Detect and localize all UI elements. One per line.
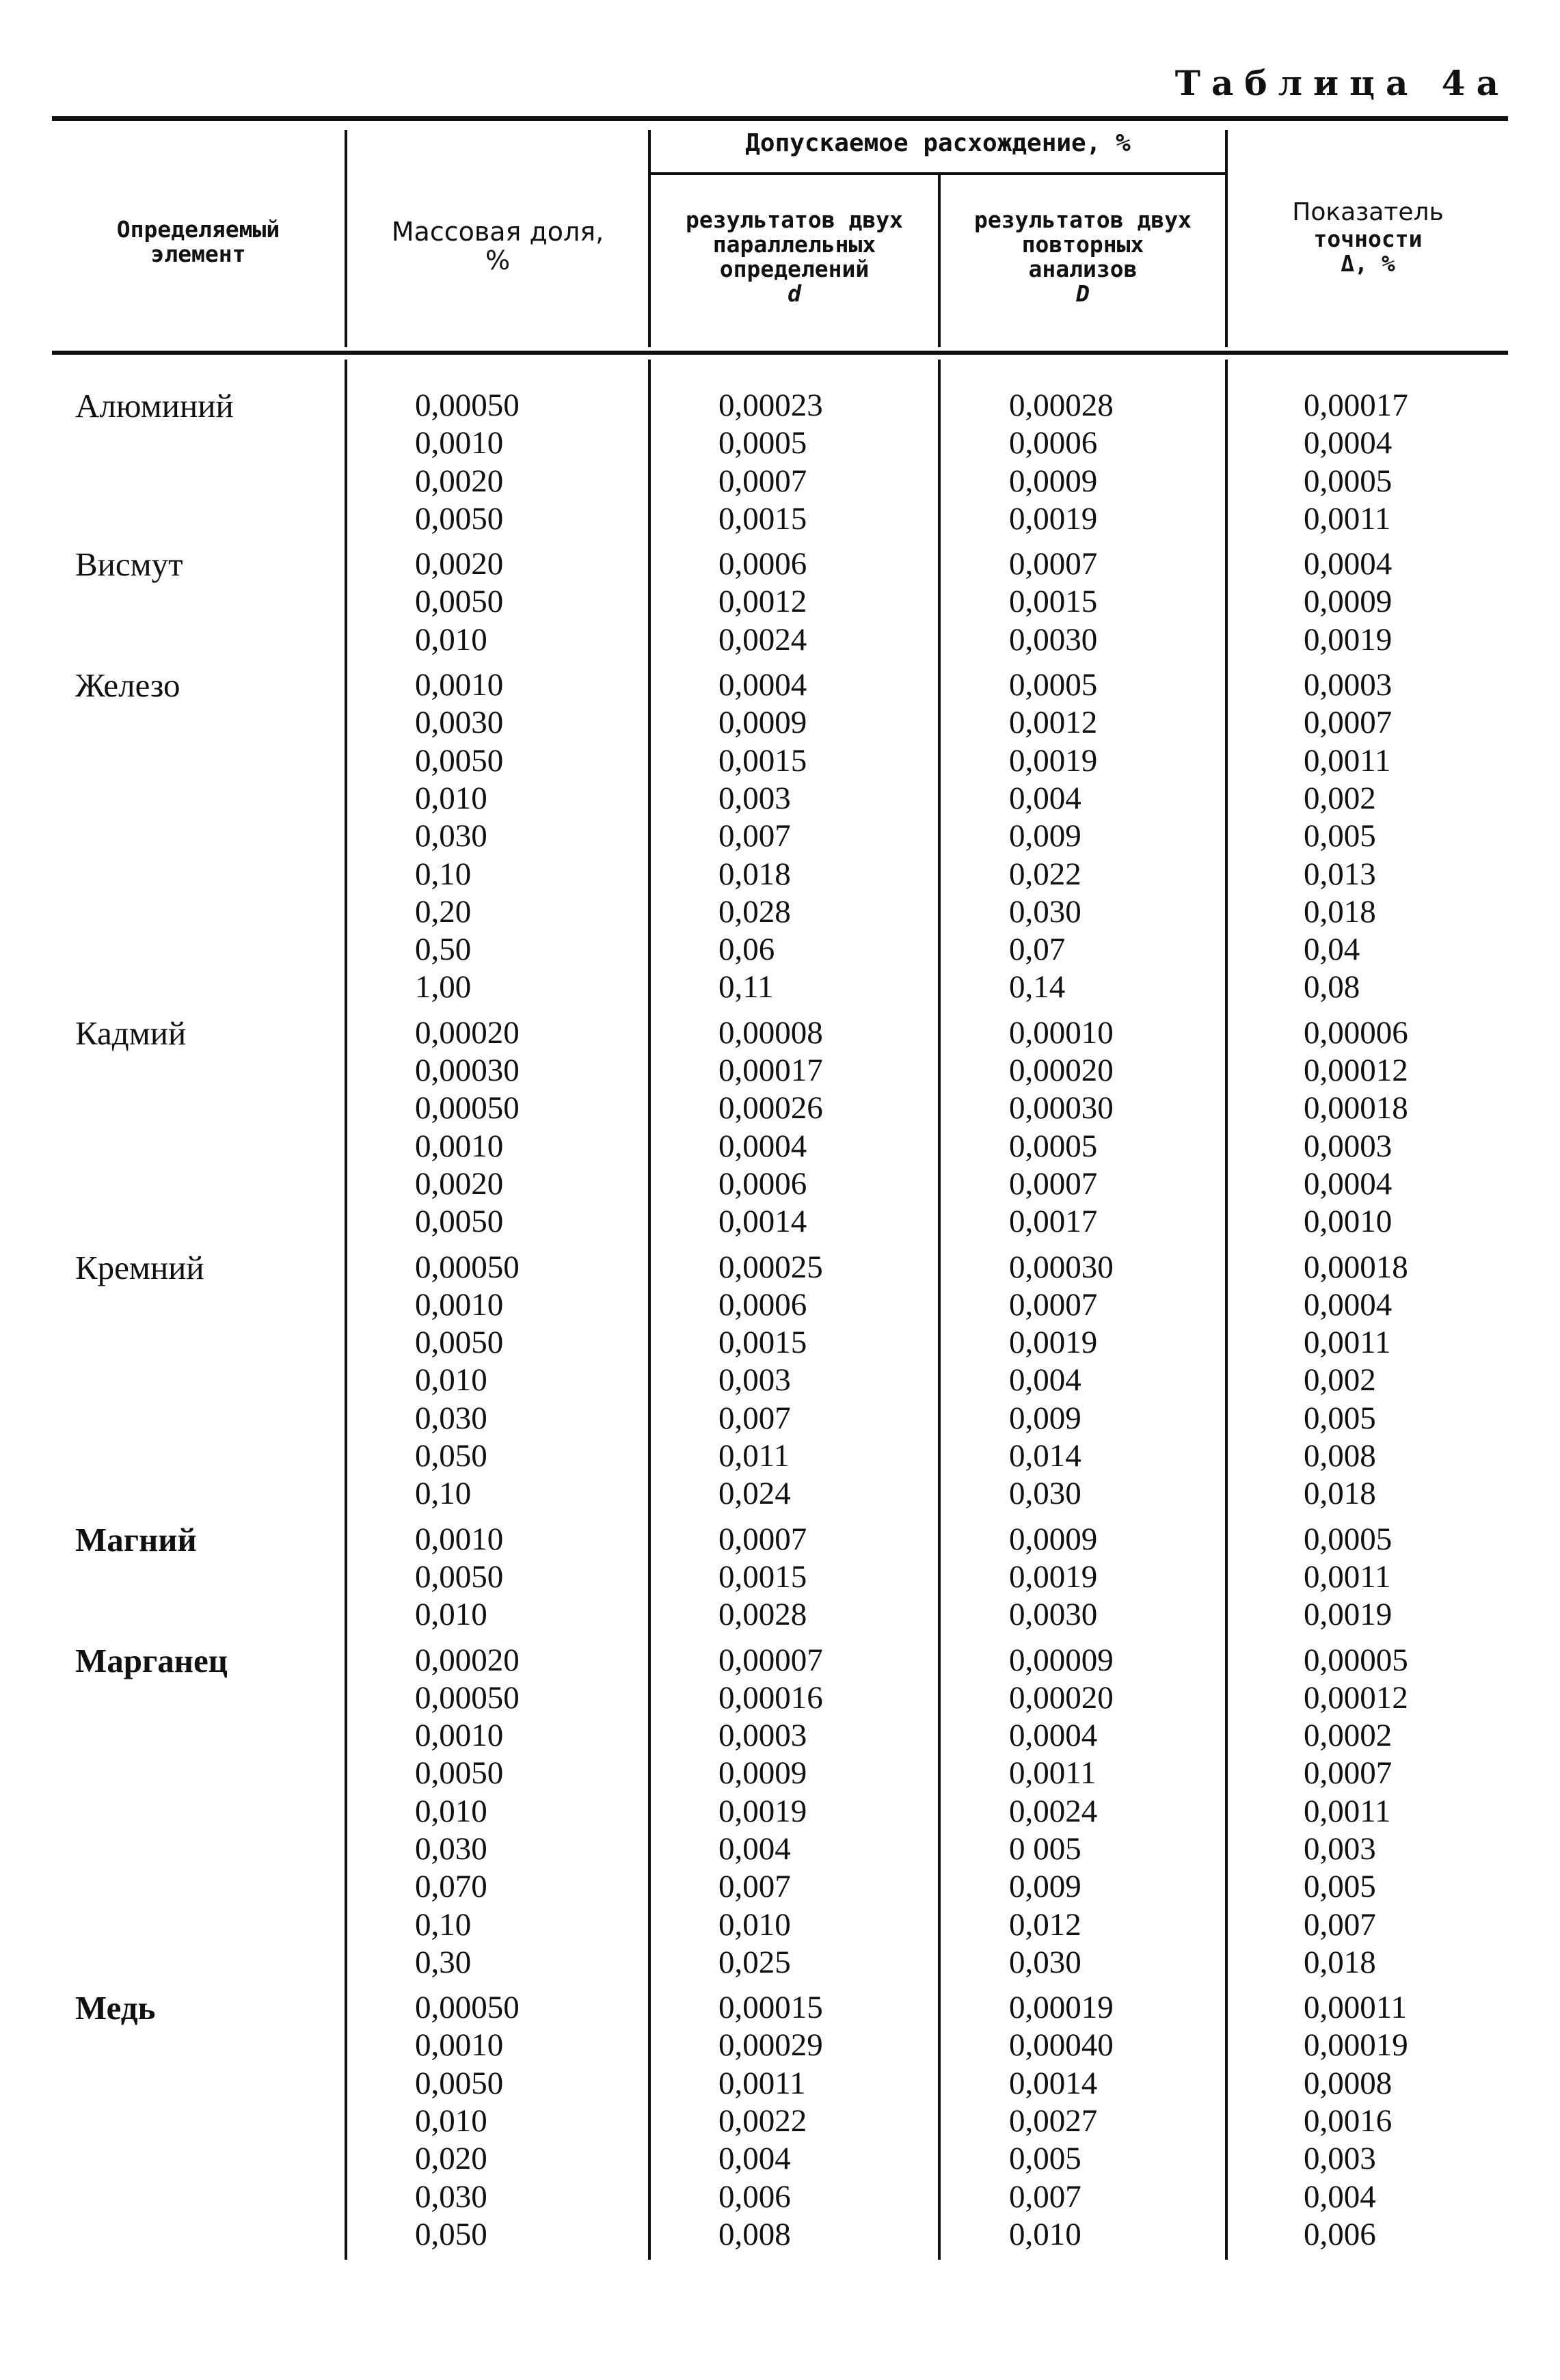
table-row — [0, 1642, 1560, 1679]
table-row — [0, 780, 1560, 817]
accuracy-cell: 0,0019 — [1304, 1597, 1393, 1633]
header-accuracy: Показатель точности Δ, % — [1292, 198, 1444, 277]
mass-fraction-cell: 0,10 — [415, 856, 472, 892]
repeat-discrepancy-cell: 0,022 — [1009, 856, 1081, 892]
element-name: Кремний — [75, 1248, 204, 1286]
mass-fraction-cell: 0,010 — [415, 2103, 487, 2139]
repeat-discrepancy-cell: 0,004 — [1009, 780, 1081, 816]
accuracy-cell: 0,005 — [1304, 818, 1376, 854]
repeat-discrepancy-cell: 0,0012 — [1009, 705, 1098, 741]
mass-fraction-cell: 0,030 — [415, 2178, 487, 2215]
table-row — [0, 2178, 1560, 2216]
table-row — [0, 545, 1560, 583]
accuracy-cell: 0,08 — [1304, 969, 1360, 1005]
parallel-discrepancy-cell: 0,0014 — [718, 1204, 807, 1240]
parallel-discrepancy-cell: 0,00025 — [718, 1249, 823, 1285]
mass-fraction-cell: 0,00030 — [415, 1053, 520, 1089]
table-row — [0, 742, 1560, 780]
table-row — [0, 1989, 1560, 2027]
accuracy-cell: 0,0010 — [1304, 1204, 1393, 1240]
repeat-discrepancy-cell: 0,0019 — [1009, 742, 1098, 779]
repeat-discrepancy-cell: 0,005 — [1009, 2141, 1081, 2177]
mass-fraction-cell: 0,0020 — [415, 463, 504, 499]
table-row — [0, 1249, 1560, 1286]
mass-fraction-cell: 0,0050 — [415, 742, 504, 779]
mass-fraction-cell: 0,010 — [415, 780, 487, 816]
mass-fraction-cell: 0,00050 — [415, 1249, 520, 1285]
element-name: Железо — [75, 666, 180, 705]
accuracy-cell: 0,0009 — [1304, 584, 1393, 620]
table-row — [0, 666, 1560, 704]
accuracy-cell: 0,0019 — [1304, 621, 1393, 658]
parallel-discrepancy-cell: 0,0007 — [718, 1521, 807, 1557]
element-name: Магний — [75, 1520, 197, 1558]
mass-fraction-cell: 0,0020 — [415, 1165, 504, 1202]
repeat-discrepancy-cell: 0,0027 — [1009, 2103, 1098, 2139]
accuracy-cell: 0,0007 — [1304, 1755, 1393, 1791]
accuracy-cell: 0,004 — [1304, 2178, 1376, 2215]
parallel-discrepancy-cell: 0,007 — [718, 1400, 791, 1436]
parallel-discrepancy-cell: 0,007 — [718, 1869, 791, 1905]
repeat-discrepancy-cell: 0,030 — [1009, 1944, 1081, 1980]
group-spacer — [0, 1007, 1560, 1014]
mass-fraction-cell: 0,00020 — [415, 1642, 520, 1678]
table-row — [0, 2027, 1560, 2064]
parallel-discrepancy-cell: 0,0015 — [718, 1325, 807, 1361]
group-spacer — [0, 1634, 1560, 1642]
repeat-discrepancy-cell: 0,00028 — [1009, 388, 1114, 423]
table-row — [0, 856, 1560, 893]
mass-fraction-cell: 0,020 — [415, 2141, 487, 2177]
accuracy-cell: 0,005 — [1304, 1400, 1376, 1436]
mass-fraction-cell: 0,0010 — [415, 2027, 504, 2064]
parallel-discrepancy-cell: 0,00007 — [718, 1642, 823, 1678]
table-body — [0, 387, 1560, 2254]
accuracy-cell: 0,0003 — [1304, 667, 1393, 703]
table-row — [0, 1090, 1560, 1127]
table-row — [0, 2102, 1560, 2140]
parallel-discrepancy-cell: 0,00029 — [718, 2027, 823, 2064]
mass-fraction-cell: 0,010 — [415, 1362, 487, 1398]
parallel-discrepancy-cell: 0,006 — [718, 2178, 791, 2215]
table-row — [0, 1521, 1560, 1558]
mass-fraction-cell: 0,0010 — [415, 1128, 504, 1164]
parallel-discrepancy-cell: 0,00026 — [718, 1090, 823, 1126]
repeat-discrepancy-cell: 0,0007 — [1009, 1165, 1098, 1202]
table-row — [0, 1679, 1560, 1717]
repeat-discrepancy-cell: 0,0006 — [1009, 425, 1098, 461]
parallel-discrepancy-cell: 0,028 — [718, 893, 791, 930]
mass-fraction-cell: 0,20 — [415, 893, 472, 930]
mass-fraction-cell: 0,0050 — [415, 1204, 504, 1240]
parallel-discrepancy-cell: 0,007 — [718, 818, 791, 854]
repeat-discrepancy-cell: 0,0024 — [1009, 1793, 1098, 1829]
repeat-discrepancy-cell: 0,0007 — [1009, 1286, 1098, 1323]
table-row — [0, 704, 1560, 742]
table-row — [0, 1755, 1560, 1792]
repeat-discrepancy-cell: 0,014 — [1009, 1438, 1081, 1474]
repeat-discrepancy-cell: 0,0019 — [1009, 1325, 1098, 1361]
parallel-discrepancy-cell: 0,011 — [718, 1438, 790, 1474]
parallel-discrepancy-cell: 0,00017 — [718, 1053, 823, 1089]
parallel-discrepancy-cell: 0,06 — [718, 932, 775, 968]
accuracy-cell: 0,00017 — [1304, 388, 1408, 423]
accuracy-cell: 0,0008 — [1304, 2065, 1393, 2101]
parallel-discrepancy-cell: 0,018 — [718, 856, 791, 892]
parallel-discrepancy-cell: 0,0012 — [718, 584, 807, 620]
mass-fraction-cell: 0,0050 — [415, 2065, 504, 2101]
parallel-discrepancy-cell: 0,0004 — [718, 1128, 807, 1164]
parallel-discrepancy-cell: 0,11 — [718, 969, 774, 1005]
parallel-discrepancy-cell: 0,0006 — [718, 546, 807, 582]
accuracy-cell: 0,013 — [1304, 856, 1376, 892]
table-title: Таблица 4а — [1174, 63, 1509, 103]
mass-fraction-cell: 0,0020 — [415, 546, 504, 582]
group-header-underline — [648, 172, 1225, 175]
repeat-discrepancy-cell: 0,0009 — [1009, 463, 1098, 499]
mass-fraction-cell: 0,50 — [415, 932, 472, 968]
mass-fraction-cell: 0,0030 — [415, 705, 504, 741]
repeat-discrepancy-cell: 0,00020 — [1009, 1053, 1114, 1089]
parallel-discrepancy-cell: 0,0011 — [718, 2065, 806, 2101]
parallel-discrepancy-cell: 0,004 — [718, 2141, 791, 2177]
mass-fraction-cell: 0,010 — [415, 621, 487, 658]
accuracy-cell: 0,0004 — [1304, 1165, 1393, 1202]
mass-fraction-cell: 0,0050 — [415, 1755, 504, 1791]
accuracy-cell: 0,002 — [1304, 780, 1376, 816]
parallel-discrepancy-cell: 0,00008 — [718, 1014, 823, 1051]
parallel-discrepancy-cell: 0,0009 — [718, 705, 807, 741]
table-row — [0, 931, 1560, 969]
mass-fraction-cell: 0,030 — [415, 1400, 487, 1436]
table-row — [0, 1400, 1560, 1437]
accuracy-cell: 0,0011 — [1304, 1793, 1391, 1829]
table-row — [0, 969, 1560, 1006]
repeat-discrepancy-cell: 0,07 — [1009, 932, 1066, 968]
table-row — [0, 1128, 1560, 1165]
mass-fraction-cell: 0,0050 — [415, 1558, 504, 1595]
repeat-discrepancy-cell: 0,0030 — [1009, 621, 1098, 658]
mass-fraction-cell: 0,0010 — [415, 1718, 504, 1754]
repeat-discrepancy-cell: 0,0015 — [1009, 584, 1098, 620]
table-row — [0, 2065, 1560, 2102]
group-spacer — [0, 538, 1560, 545]
repeat-discrepancy-cell: 0,009 — [1009, 1400, 1081, 1436]
mass-fraction-cell: 0,10 — [415, 1476, 472, 1512]
mass-fraction-cell: 0,010 — [415, 1793, 487, 1829]
accuracy-cell: 0,0007 — [1304, 705, 1393, 741]
header-allowed-discrepancy: Допускаемое расхождение, % — [745, 129, 1131, 157]
repeat-discrepancy-cell: 0,00010 — [1009, 1014, 1114, 1051]
parallel-discrepancy-cell: 0,0006 — [718, 1286, 807, 1323]
repeat-discrepancy-cell: 0,010 — [1009, 2216, 1081, 2252]
accuracy-cell: 0,00018 — [1304, 1090, 1408, 1126]
table-row — [0, 1830, 1560, 1868]
mass-fraction-cell: 1,00 — [415, 969, 472, 1005]
repeat-discrepancy-cell: 0,00009 — [1009, 1642, 1114, 1678]
parallel-discrepancy-cell: 0,025 — [718, 1944, 791, 1980]
mass-fraction-cell: 0,050 — [415, 1438, 487, 1474]
accuracy-cell: 0,003 — [1304, 2141, 1376, 2177]
element-name: Медь — [75, 1989, 156, 2027]
mass-fraction-cell: 0,0010 — [415, 667, 504, 703]
accuracy-cell: 0,04 — [1304, 932, 1360, 968]
repeat-discrepancy-cell: 0,0009 — [1009, 1521, 1098, 1557]
mass-fraction-cell: 0,010 — [415, 1597, 487, 1633]
parallel-discrepancy-cell: 0,0015 — [718, 1558, 807, 1595]
table-row — [0, 1324, 1560, 1362]
accuracy-cell: 0,00011 — [1304, 1990, 1408, 2026]
repeat-discrepancy-cell: 0,14 — [1009, 969, 1066, 1005]
repeat-discrepancy-cell: 0,004 — [1009, 1362, 1081, 1398]
table-row — [0, 463, 1560, 500]
table-row — [0, 424, 1560, 462]
repeat-discrepancy-cell: 0 005 — [1009, 1830, 1081, 1867]
element-name: Висмут — [75, 545, 183, 584]
accuracy-cell: 0,007 — [1304, 1906, 1376, 1943]
element-name: Алюминий — [75, 387, 234, 424]
parallel-discrepancy-cell: 0,0015 — [718, 500, 807, 537]
group-spacer — [0, 1982, 1560, 1989]
table-row — [0, 1286, 1560, 1324]
parallel-discrepancy-cell: 0,003 — [718, 780, 791, 816]
mass-fraction-cell: 0,00050 — [415, 1679, 520, 1716]
mass-fraction-cell: 0,070 — [415, 1869, 487, 1905]
accuracy-cell: 0,005 — [1304, 1869, 1376, 1905]
mass-fraction-cell: 0,0050 — [415, 500, 504, 537]
parallel-discrepancy-cell: 0,0015 — [718, 742, 807, 779]
mass-fraction-cell: 0,00020 — [415, 1014, 520, 1051]
parallel-discrepancy-cell: 0,0028 — [718, 1597, 807, 1633]
mass-fraction-cell: 0,00050 — [415, 1090, 520, 1126]
accuracy-cell: 0,0004 — [1304, 1286, 1393, 1323]
table-row — [0, 621, 1560, 659]
element-name: Кадмий — [75, 1014, 187, 1052]
mass-fraction-cell: 0,0050 — [415, 1325, 504, 1361]
header-rule — [52, 351, 1508, 355]
repeat-discrepancy-cell: 0,0007 — [1009, 546, 1098, 582]
parallel-discrepancy-cell: 0,00015 — [718, 1990, 823, 2026]
parallel-discrepancy-cell: 0,003 — [718, 1362, 791, 1398]
accuracy-cell: 0,0011 — [1304, 500, 1391, 537]
accuracy-cell: 0,002 — [1304, 1362, 1376, 1398]
mass-fraction-cell: 0,030 — [415, 818, 487, 854]
mass-fraction-cell: 0,10 — [415, 1906, 472, 1943]
repeat-discrepancy-cell: 0,030 — [1009, 1476, 1081, 1512]
parallel-discrepancy-cell: 0,0019 — [718, 1793, 807, 1829]
mass-fraction-cell: 0,0010 — [415, 1286, 504, 1323]
table-row — [0, 1558, 1560, 1596]
accuracy-cell: 0,0005 — [1304, 1521, 1393, 1557]
parallel-discrepancy-cell: 0,0006 — [718, 1165, 807, 1202]
element-name: Марганец — [75, 1641, 228, 1679]
accuracy-cell: 0,008 — [1304, 1438, 1376, 1474]
repeat-discrepancy-cell: 0,007 — [1009, 2178, 1081, 2215]
repeat-discrepancy-cell: 0,00040 — [1009, 2027, 1114, 2064]
table-row — [0, 1906, 1560, 1944]
accuracy-cell: 0,018 — [1304, 1476, 1376, 1512]
group-spacer — [0, 1513, 1560, 1521]
table-row — [0, 2216, 1560, 2254]
parallel-discrepancy-cell: 0,00016 — [718, 1679, 823, 1716]
repeat-discrepancy-cell: 0,0004 — [1009, 1718, 1098, 1754]
accuracy-cell: 0,0011 — [1304, 1325, 1391, 1361]
table-row — [0, 500, 1560, 538]
parallel-discrepancy-cell: 0,0005 — [718, 425, 807, 461]
repeat-discrepancy-cell: 0,030 — [1009, 893, 1081, 930]
parallel-discrepancy-cell: 0,010 — [718, 1906, 791, 1943]
table-row — [0, 1362, 1560, 1399]
accuracy-cell: 0,0003 — [1304, 1128, 1393, 1164]
top-rule — [52, 116, 1508, 121]
header-element: Определяемый элемент — [116, 216, 280, 267]
parallel-discrepancy-cell: 0,004 — [718, 1830, 791, 1867]
repeat-discrepancy-cell: 0,0019 — [1009, 1558, 1098, 1595]
table-row — [0, 1437, 1560, 1475]
parallel-discrepancy-cell: 0,0009 — [718, 1755, 807, 1791]
repeat-discrepancy-cell: 0,009 — [1009, 1869, 1081, 1905]
accuracy-cell: 0,006 — [1304, 2216, 1376, 2252]
accuracy-cell: 0,0005 — [1304, 463, 1393, 499]
parallel-discrepancy-cell: 0,0003 — [718, 1718, 807, 1754]
accuracy-cell: 0,003 — [1304, 1830, 1376, 1867]
repeat-discrepancy-cell: 0,012 — [1009, 1906, 1081, 1943]
mass-fraction-cell: 0,030 — [415, 1830, 487, 1867]
parallel-discrepancy-cell: 0,0004 — [718, 667, 807, 703]
accuracy-cell: 0,00005 — [1304, 1642, 1408, 1678]
accuracy-cell: 0,0004 — [1304, 546, 1393, 582]
header-parallel-determinations: результатов двух параллельных определений d — [686, 206, 903, 307]
repeat-discrepancy-cell: 0,0019 — [1009, 500, 1098, 537]
mass-fraction-cell: 0,0010 — [415, 1521, 504, 1557]
accuracy-cell: 0,00018 — [1304, 1249, 1408, 1285]
repeat-discrepancy-cell: 0,00019 — [1009, 1990, 1114, 2026]
table-row — [0, 1868, 1560, 1906]
mass-fraction-cell: 0,00050 — [415, 388, 520, 423]
header-repeated-analyses: результатов двух повторных анализов D — [974, 206, 1192, 307]
accuracy-cell: 0,018 — [1304, 1944, 1376, 1980]
parallel-discrepancy-cell: 0,0007 — [718, 463, 807, 499]
table-row — [0, 2140, 1560, 2178]
accuracy-cell: 0,018 — [1304, 893, 1376, 930]
repeat-discrepancy-cell: 0,0011 — [1009, 1755, 1097, 1791]
mass-fraction-cell: 0,0050 — [415, 584, 504, 620]
repeat-discrepancy-cell: 0,0005 — [1009, 1128, 1098, 1164]
table-row — [0, 1793, 1560, 1830]
table-row — [0, 1203, 1560, 1241]
table-row — [0, 1014, 1560, 1052]
table-row — [0, 1944, 1560, 1982]
accuracy-cell: 0,00006 — [1304, 1014, 1408, 1051]
group-spacer — [0, 659, 1560, 666]
group-spacer — [0, 1241, 1560, 1249]
accuracy-cell: 0,00019 — [1304, 2027, 1408, 2064]
table-row — [0, 817, 1560, 855]
repeat-discrepancy-cell: 0,00030 — [1009, 1090, 1114, 1126]
table-row — [0, 1475, 1560, 1513]
repeat-discrepancy-cell: 0,00020 — [1009, 1679, 1114, 1716]
repeat-discrepancy-cell: 0,00030 — [1009, 1249, 1114, 1285]
mass-fraction-cell: 0,050 — [415, 2216, 487, 2252]
parallel-discrepancy-cell: 0,0022 — [718, 2103, 807, 2139]
accuracy-cell: 0,00012 — [1304, 1679, 1408, 1716]
repeat-discrepancy-cell: 0,0005 — [1009, 667, 1098, 703]
accuracy-cell: 0,0002 — [1304, 1718, 1393, 1754]
repeat-discrepancy-cell: 0,0030 — [1009, 1597, 1098, 1633]
table-row — [0, 387, 1560, 424]
table-row — [0, 1717, 1560, 1755]
mass-fraction-cell: 0,0010 — [415, 425, 504, 461]
accuracy-cell: 0,0011 — [1304, 1558, 1391, 1595]
repeat-discrepancy-cell: 0,0017 — [1009, 1204, 1098, 1240]
accuracy-cell: 0,0016 — [1304, 2103, 1393, 2139]
table-row — [0, 1052, 1560, 1090]
table-row — [0, 583, 1560, 621]
accuracy-cell: 0,0004 — [1304, 425, 1393, 461]
repeat-discrepancy-cell: 0,0014 — [1009, 2065, 1098, 2101]
mass-fraction-cell: 0,00050 — [415, 1990, 520, 2026]
accuracy-cell: 0,00012 — [1304, 1053, 1408, 1089]
table-row — [0, 1596, 1560, 1634]
table-row — [0, 893, 1560, 931]
parallel-discrepancy-cell: 0,024 — [718, 1476, 791, 1512]
parallel-discrepancy-cell: 0,0024 — [718, 621, 807, 658]
header-mass-fraction: Массовая доля, % — [391, 217, 604, 275]
table-row — [0, 1165, 1560, 1203]
accuracy-cell: 0,0011 — [1304, 742, 1391, 779]
repeat-discrepancy-cell: 0,009 — [1009, 818, 1081, 854]
parallel-discrepancy-cell: 0,00023 — [718, 388, 823, 423]
mass-fraction-cell: 0,30 — [415, 1944, 472, 1980]
parallel-discrepancy-cell: 0,008 — [718, 2216, 791, 2252]
